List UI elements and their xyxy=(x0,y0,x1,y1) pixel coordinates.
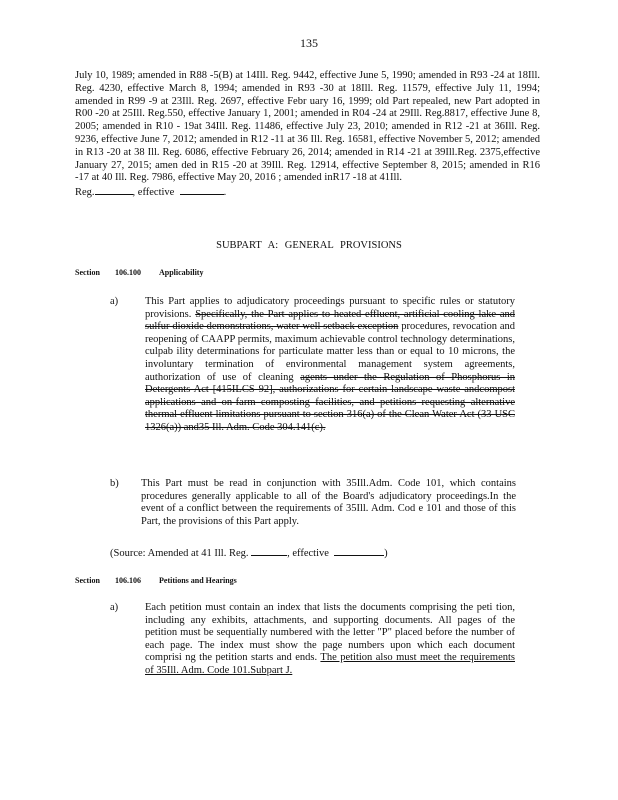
subpart-heading: SUBPART A: GENERAL PROVISIONS xyxy=(216,240,402,251)
section-heading-petitions xyxy=(75,576,237,585)
source-suffix: ) xyxy=(384,548,388,559)
subsection-body xyxy=(145,602,515,678)
subsection-marker: b) xyxy=(110,478,119,489)
source-note xyxy=(110,546,388,559)
page-number: 135 xyxy=(300,36,318,50)
source-reg-blank xyxy=(251,546,287,556)
history-text: July 10, 1989; amended in R88 -5(B) at 14Ill. Reg. 9442, effective June 5, 1990; amended in R93 -24 at 18Ill. Reg. 4230, effective March 8, 1994; amended in R93 -30 at 18Ill. Reg. 11579, effective July 11, 1994; amended in R99 -9 at 23Ill. Reg. 2697, effective Febr uary 16, 1999; old Part repealed, new Part adopted in R00 -20 at 25Ill. Reg.550, effective January 1, 2001; amended in R04 -24 at 29Ill. Reg.8817, effective June 8, 2005; amended in R10 - 19at 34Ill. Reg. 11486, effective July 23, 2010; amended in R12 -21 at 36Ill. Reg. 9236, effective June 7, 2012; amended in R12 -11 at 36 Ill. Reg. 16581, effective November 5, 2012; amended in R13 -20 at 38 Ill. Reg. 6086, effective February 26, 2014; amended in R14 -21 at 39Ill.Reg. 2375,effective January 27, 2015; amen ded in R15 -20 at 39Ill. Reg. 12914, effective September 8, 2015; amended in R16 -17 at 40 Ill. Reg. 7986, effective May 20, 2016 ; amended inR17 -18 at 41Ill. xyxy=(75,70,540,184)
reg-blank xyxy=(95,185,133,195)
source-effective-blank xyxy=(334,546,384,556)
section-heading-applicability xyxy=(75,268,203,277)
source-middle: , effective xyxy=(287,548,329,559)
history-paragraph: July 10, 1989; amended in R88 -5(B) at 14Ill. Reg. 9442, effective June 5, 1990; amended in R93 -24 at 18Ill. Reg. 4230, effective March 8, 1994; amended in R93 -30 at 18Ill. Reg. 11579, effective July 11, 1994; amended in R99 -9 at 23Ill. Reg. 2697, effective Febr uary 16, 1999; old Part repealed, new Part adopted in R00 -20 at 25Ill. Reg.550, effective January 1, 2001; amended in R04 -24 at 29Ill. Reg.8817, effective June 8, 2005; amended in R10 - 19at 34Ill. Reg. 11486, effective July 23, 2010; amended in R12 -21 at 36Ill. Reg. 9236, effective June 7, 2012; amended in R12 -11 at 36 Ill. Reg. 16581, effective November 5, 2012; amended in R13 -20 at 38 Ill. Reg. 6086, effective February 26, 2014; amended in R14 -21 at 39Ill.Reg. 2375,effective January 27, 2015; amen ded in R15 -20 at 39Ill. Reg. 12914, effective September 8, 2015; amended in R16 -17 at 40 Ill. Reg. 7986, effective May 20, 2016 ; amended inR17 -18 at 41Ill. Reg. , effective . xyxy=(75,70,540,199)
text-underlined: The petition also must meet the requirements of 35Ill. Adm. Code 101.Subpart J. xyxy=(145,652,515,676)
section-number: 106.100 xyxy=(115,268,141,277)
source-prefix: (Source: Amended at 41 Ill. Reg. xyxy=(110,548,249,559)
section-title: Petitions and Hearings xyxy=(159,576,237,585)
history-tail-effective: , effective xyxy=(132,187,175,199)
effective-blank xyxy=(180,185,224,195)
text-plain: This Part applies to adjudicatory proceedings pursuant to specific rules or statutory provisions. xyxy=(145,296,515,320)
section-number: 106.106 xyxy=(115,576,141,585)
text-plain: Each petition must contain an index that lists the documents comprising the peti tion, including any exhibits, attachments, and supporting documents. All pages of the petition must be sequentially numbered with the letter "P" placed before the number of each page. The index must show the page numbers upon which each document comprisi ng the petition starts and ends. xyxy=(145,602,515,664)
subsection-body xyxy=(145,296,515,435)
section-label: Section xyxy=(75,576,100,585)
text-struck: agents under the Regulation of Phosphorus in Detergents Act [415ILCS 92], authorizations for certain landscape waste andcompost applications and on-farm composting facilities, and petitions requesting alternative thermal effluent limitations pursuant to section 316(a) of the Clean Water Act (33 USC 1326(a)) and35 Ill. Adm. Code 304.141(c). xyxy=(145,371,516,433)
history-tail-reg: Reg. xyxy=(75,187,95,199)
section-label: Section xyxy=(75,268,100,277)
text-struck: Specifically, the Part applies to heated effluent, artificial cooling lake and sulfur dioxide demonstrations, water well setback exception xyxy=(145,308,515,333)
subsection-marker: a) xyxy=(110,296,119,307)
subsection-body: This Part must be read in conjunction with 35Ill.Adm. Code 101, which contains procedures generally applicable to all of the Board's adjudicatory proceedings.In the event of a conflict between the requirements of 35Ill. Adm. Cod e 101 and those of this Part, the provisions of this Part apply. xyxy=(141,478,516,527)
subsection-marker: a) xyxy=(110,602,119,613)
section-title: Applicability xyxy=(159,268,204,277)
text-plain: procedures, revocation and reopening of CAAPP permits, maximum achievable control technology determinations, culpab ility determinations for particulate matter less than or equal to 10 microns, the involuntary termination of environmental management system agreements, authorization of use of cleaning xyxy=(145,321,515,383)
